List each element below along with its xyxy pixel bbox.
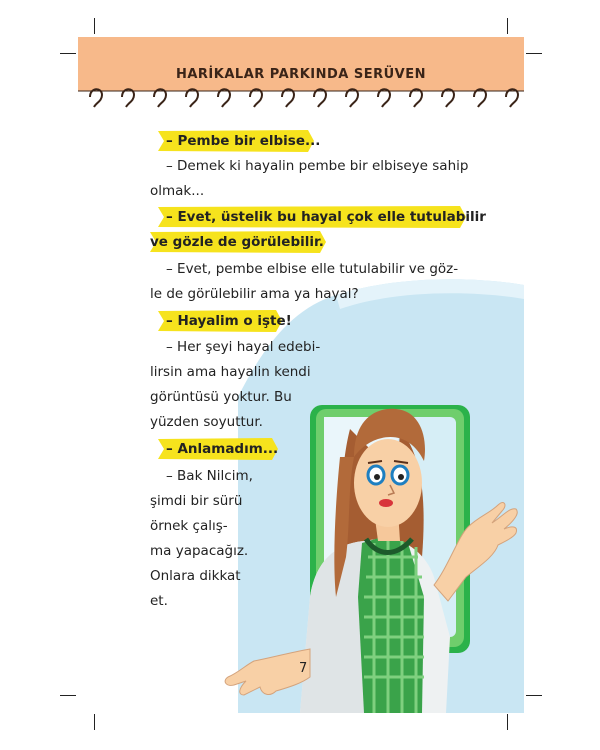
dialogue-line: olmak... [150, 183, 205, 199]
binding-rings [78, 81, 524, 111]
crop-mark [507, 714, 508, 730]
crop-mark [60, 695, 76, 696]
crop-mark [526, 53, 542, 54]
dialogue-line: ma yapacağız. [150, 543, 249, 559]
dialogue-line: et. [150, 593, 168, 609]
crop-mark [60, 53, 76, 54]
dialogue-line: şimdi bir sürü [150, 493, 243, 509]
highlighted-line [156, 205, 486, 230]
page-title: HARİKALAR PARKINDA SERÜVEN [175, 67, 426, 82]
dialogue-line: – Evet, üstelik bu hayal çok elle tutulabilir [166, 209, 486, 225]
dialogue-line: görüntüsü yoktur. Bu [150, 389, 292, 405]
highlighted-line [156, 437, 278, 462]
dialogue-line: ve gözle de görülebilir. [150, 234, 324, 250]
highlighted-line [156, 129, 320, 154]
dialogue-line: – Anlamadım... [166, 441, 279, 457]
highlighted-line [156, 309, 292, 334]
dialogue-line: örnek çalış- [150, 518, 228, 534]
crop-mark [526, 695, 542, 696]
dialogue-line: Onlara dikkat [150, 568, 241, 584]
dialogue-line: – Demek ki hayalin pembe bir elbiseye sahip [166, 158, 469, 174]
dialogue-line: lirsin ama hayalin kendi [150, 364, 311, 380]
dialogue-line: – Pembe bir elbise... [166, 133, 321, 149]
page-number: 7 [299, 661, 308, 676]
dialogue-line: – Evet, pembe elbise elle tutulabilir ve göz- [166, 261, 459, 277]
crop-mark [507, 18, 508, 34]
dialogue-line: – Bak Nilcim, [166, 468, 253, 484]
dialogue-line: yüzden soyuttur. [150, 414, 263, 430]
dialogue-line: le de görülebilir ama ya hayal? [150, 286, 359, 302]
crop-mark [94, 714, 95, 730]
page-header [78, 37, 524, 107]
highlighted-line [148, 230, 324, 255]
dialogue-line: – Her şeyi hayal edebi- [166, 339, 321, 355]
crop-mark [94, 18, 95, 34]
dialogue-line: – Hayalim o işte! [166, 313, 292, 329]
book-page [78, 37, 524, 713]
